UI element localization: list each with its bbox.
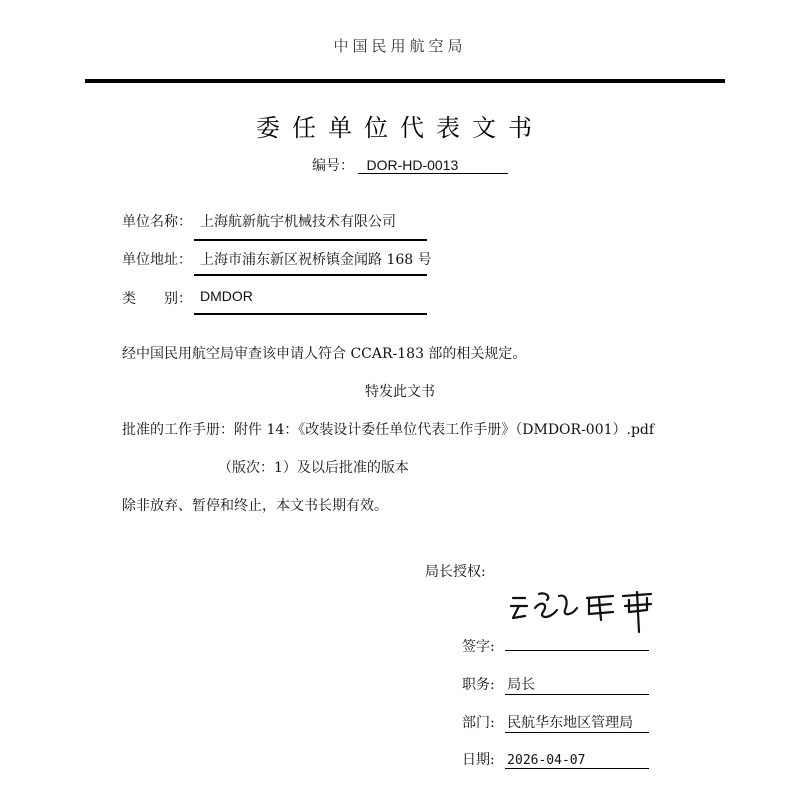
department-label: 部门:: [462, 715, 495, 731]
date-row: [462, 749, 649, 769]
issue-statement: 特发此文书: [365, 384, 435, 400]
unit-name-value: 上海航新航宇机械技术有限公司: [200, 214, 396, 230]
unit-address-underline: [194, 274, 427, 276]
document-title: 委任单位代表文书: [256, 114, 544, 142]
date-value: 2026-04-07: [505, 753, 649, 769]
department-value: 民航华东地区管理局: [505, 712, 649, 733]
document-number-value: DOR-HD-0013: [358, 157, 508, 174]
approved-manual-statement: 批准的工作手册：附件 14：《改装设计委任单位代表工作手册》（DMDOR-001）.pdf: [122, 422, 655, 438]
category-underline: [194, 313, 427, 315]
header-divider: [85, 79, 725, 83]
department-row: [462, 712, 649, 733]
sign-label: 签字:: [462, 639, 495, 655]
category-value: DMDOR: [200, 288, 253, 304]
sign-value: [505, 650, 649, 651]
position-value: 局长: [505, 674, 649, 695]
unit-address-label: 单位地址：: [122, 252, 192, 268]
unit-address-value: 上海市浦东新区祝桥镇金闻路 168 号: [200, 252, 432, 268]
category-label: 类 别：: [122, 291, 192, 307]
date-label: 日期:: [462, 752, 495, 768]
issuing-organization: 中国民用航空局: [333, 37, 467, 55]
unit-name-underline: [194, 239, 427, 241]
review-statement: 经中国民用航空局审查该申请人符合 CCAR-183 部的相关规定。: [122, 346, 527, 362]
position-row: [462, 674, 649, 695]
position-label: 职务:: [462, 677, 495, 693]
manual-version-statement: （版次：1）及以后批准的版本: [218, 460, 409, 476]
authorization-label: 局长授权:: [425, 564, 486, 580]
document-number-label: 编号：: [312, 158, 354, 174]
handwritten-signature: [505, 586, 665, 634]
unit-name-label: 单位名称：: [122, 214, 192, 230]
document-number: [312, 155, 508, 175]
validity-statement: 除非放弃、暂停和终止，本文书长期有效。: [122, 498, 388, 514]
sign-row: [462, 636, 649, 656]
